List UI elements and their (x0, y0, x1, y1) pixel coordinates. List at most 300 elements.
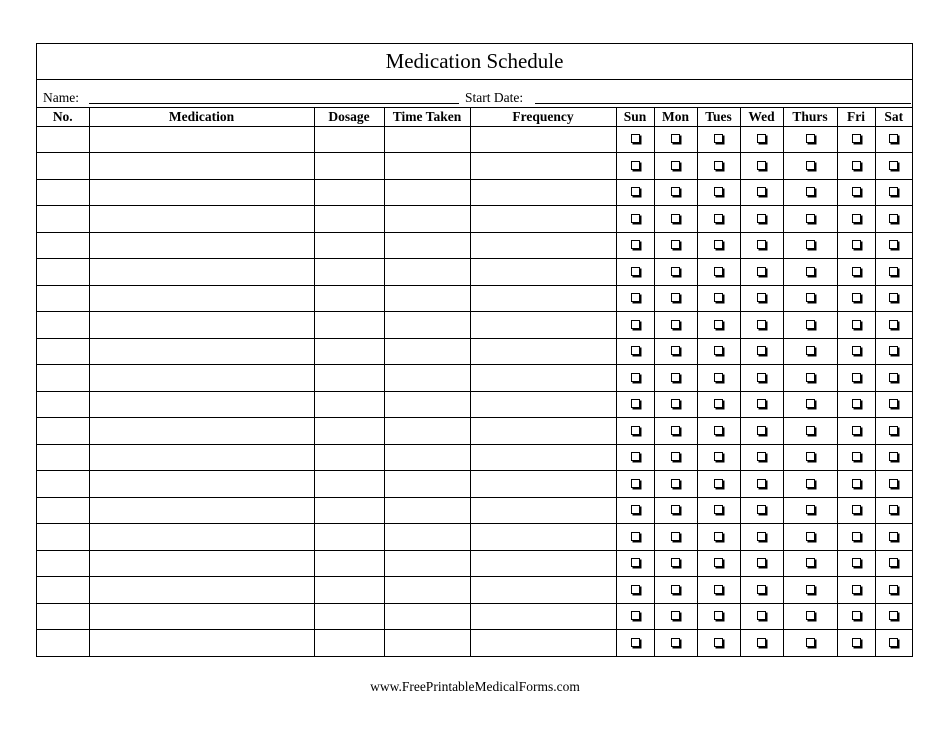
checkbox-icon[interactable] (757, 399, 766, 408)
checkbox-icon[interactable] (806, 134, 815, 143)
day-cell-sat (875, 524, 912, 551)
time-taken-cell[interactable] (384, 365, 470, 392)
checkbox-icon[interactable] (806, 373, 815, 382)
dosage-cell[interactable] (314, 550, 384, 577)
checkbox-icon[interactable] (852, 638, 861, 647)
checkbox-icon[interactable] (889, 187, 898, 196)
no-cell[interactable] (37, 391, 89, 418)
frequency-cell[interactable] (470, 471, 616, 498)
checkbox-icon[interactable] (714, 479, 723, 488)
col-header-fri: Fri (837, 108, 875, 126)
checkbox-icon[interactable] (631, 346, 640, 355)
medication-cell[interactable] (89, 471, 314, 498)
frequency-cell[interactable] (470, 603, 616, 630)
checkbox-icon[interactable] (671, 638, 680, 647)
name-field[interactable] (89, 103, 459, 104)
medication-cell[interactable] (89, 497, 314, 524)
checkbox-icon[interactable] (714, 134, 723, 143)
checkbox-icon[interactable] (671, 267, 680, 276)
day-cell-wed (740, 603, 783, 630)
checkbox-icon[interactable] (806, 558, 815, 567)
checkbox-icon[interactable] (757, 558, 766, 567)
day-cell-sat (875, 550, 912, 577)
no-cell[interactable] (37, 179, 89, 206)
checkbox-icon[interactable] (852, 532, 861, 541)
dosage-cell[interactable] (314, 471, 384, 498)
checkbox-icon[interactable] (631, 532, 640, 541)
day-cell-fri (837, 153, 875, 180)
frequency-cell[interactable] (470, 418, 616, 445)
day-cell-sat (875, 285, 912, 312)
frequency-cell[interactable] (470, 524, 616, 551)
checkbox-icon[interactable] (757, 479, 766, 488)
checkbox-icon[interactable] (806, 638, 815, 647)
checkbox-icon[interactable] (852, 426, 861, 435)
no-cell[interactable] (37, 603, 89, 630)
checkbox-icon[interactable] (889, 479, 898, 488)
checkbox-icon[interactable] (806, 320, 815, 329)
checkbox-icon[interactable] (671, 585, 680, 594)
checkbox-icon[interactable] (806, 426, 815, 435)
table-row (37, 338, 912, 365)
table-row (37, 153, 912, 180)
medication-cell[interactable] (89, 206, 314, 233)
checkbox-icon[interactable] (671, 558, 680, 567)
day-cell-fri (837, 391, 875, 418)
checkbox-icon[interactable] (852, 558, 861, 567)
col-header-time-taken: Time Taken (384, 108, 470, 126)
checkbox-icon[interactable] (852, 320, 861, 329)
frequency-cell[interactable] (470, 126, 616, 153)
medication-cell[interactable] (89, 312, 314, 339)
day-cell-sun (616, 153, 654, 180)
no-cell[interactable] (37, 206, 89, 233)
day-cell-mon (654, 232, 697, 259)
day-cell-sat (875, 232, 912, 259)
header-row (37, 108, 912, 126)
checkbox-icon[interactable] (757, 293, 766, 302)
table-row (37, 126, 912, 153)
day-cell-mon (654, 391, 697, 418)
checkbox-icon[interactable] (852, 346, 861, 355)
frequency-cell[interactable] (470, 259, 616, 286)
checkbox-icon[interactable] (889, 373, 898, 382)
checkbox-icon[interactable] (714, 346, 723, 355)
checkbox-icon[interactable] (631, 479, 640, 488)
frequency-cell[interactable] (470, 550, 616, 577)
checkbox-icon[interactable] (714, 293, 723, 302)
checkbox-icon[interactable] (631, 399, 640, 408)
day-cell-wed (740, 550, 783, 577)
checkbox-icon[interactable] (889, 320, 898, 329)
table-row (37, 285, 912, 312)
frequency-cell[interactable] (470, 577, 616, 604)
time-taken-cell[interactable] (384, 391, 470, 418)
medication-cell[interactable] (89, 630, 314, 657)
day-cell-mon (654, 577, 697, 604)
frequency-cell[interactable] (470, 153, 616, 180)
no-cell[interactable] (37, 418, 89, 445)
frequency-cell[interactable] (470, 444, 616, 471)
schedule-rows (37, 126, 912, 656)
time-taken-cell[interactable] (384, 232, 470, 259)
checkbox-icon[interactable] (671, 187, 680, 196)
medication-schedule-form (36, 43, 913, 657)
checkbox-icon[interactable] (714, 161, 723, 170)
info-row (37, 80, 912, 108)
checkbox-icon[interactable] (714, 452, 723, 461)
time-taken-cell[interactable] (384, 206, 470, 233)
dosage-cell[interactable] (314, 577, 384, 604)
checkbox-icon[interactable] (757, 320, 766, 329)
frequency-cell[interactable] (470, 206, 616, 233)
time-taken-cell[interactable] (384, 153, 470, 180)
day-cell-thurs (783, 471, 837, 498)
checkbox-icon[interactable] (806, 161, 815, 170)
day-cell-thurs (783, 603, 837, 630)
checkbox-icon[interactable] (806, 214, 815, 223)
day-cell-fri (837, 206, 875, 233)
checkbox-icon[interactable] (757, 585, 766, 594)
checkbox-icon[interactable] (852, 267, 861, 276)
checkbox-icon[interactable] (631, 267, 640, 276)
day-cell-wed (740, 285, 783, 312)
checkbox-icon[interactable] (757, 373, 766, 382)
medication-cell[interactable] (89, 126, 314, 153)
medication-cell[interactable] (89, 338, 314, 365)
dosage-cell[interactable] (314, 285, 384, 312)
checkbox-icon[interactable] (889, 638, 898, 647)
day-cell-wed (740, 497, 783, 524)
checkbox-icon[interactable] (806, 452, 815, 461)
checkbox-icon[interactable] (631, 214, 640, 223)
checkbox-icon[interactable] (671, 505, 680, 514)
checkbox-icon[interactable] (889, 426, 898, 435)
time-taken-cell[interactable] (384, 471, 470, 498)
footer-url[interactable]: www.FreePrintableMedicalForms.com (370, 679, 580, 694)
no-cell[interactable] (37, 524, 89, 551)
checkbox-icon[interactable] (806, 293, 815, 302)
checkbox-icon[interactable] (806, 399, 815, 408)
checkbox-icon[interactable] (714, 558, 723, 567)
dosage-cell[interactable] (314, 524, 384, 551)
checkbox-icon[interactable] (714, 532, 723, 541)
medication-cell[interactable] (89, 153, 314, 180)
no-cell[interactable] (37, 153, 89, 180)
checkbox-icon[interactable] (806, 187, 815, 196)
time-taken-cell[interactable] (384, 179, 470, 206)
day-cell-thurs (783, 153, 837, 180)
no-cell[interactable] (37, 312, 89, 339)
time-taken-cell[interactable] (384, 550, 470, 577)
checkbox-icon[interactable] (671, 214, 680, 223)
no-cell[interactable] (37, 338, 89, 365)
checkbox-icon[interactable] (714, 399, 723, 408)
checkbox-icon[interactable] (889, 346, 898, 355)
dosage-cell[interactable] (314, 206, 384, 233)
checkbox-icon[interactable] (714, 585, 723, 594)
checkbox-icon[interactable] (757, 267, 766, 276)
medication-cell[interactable] (89, 285, 314, 312)
day-cell-tues (697, 524, 740, 551)
medication-cell[interactable] (89, 391, 314, 418)
checkbox-icon[interactable] (852, 505, 861, 514)
day-cell-thurs (783, 577, 837, 604)
checkbox-icon[interactable] (631, 293, 640, 302)
checkbox-icon[interactable] (852, 293, 861, 302)
day-cell-sat (875, 630, 912, 657)
checkbox-icon[interactable] (631, 452, 640, 461)
table-row (37, 471, 912, 498)
checkbox-icon[interactable] (757, 532, 766, 541)
checkbox-icon[interactable] (852, 479, 861, 488)
checkbox-icon[interactable] (889, 452, 898, 461)
medication-cell[interactable] (89, 550, 314, 577)
checkbox-icon[interactable] (631, 611, 640, 620)
checkbox-icon[interactable] (757, 611, 766, 620)
dosage-cell[interactable] (314, 232, 384, 259)
checkbox-icon[interactable] (714, 373, 723, 382)
time-taken-cell[interactable] (384, 312, 470, 339)
checkbox-icon[interactable] (714, 638, 723, 647)
checkbox-icon[interactable] (757, 240, 766, 249)
checkbox-icon[interactable] (806, 532, 815, 541)
checkbox-icon[interactable] (671, 611, 680, 620)
time-taken-cell[interactable] (384, 577, 470, 604)
checkbox-icon[interactable] (852, 585, 861, 594)
checkbox-icon[interactable] (671, 320, 680, 329)
checkbox-icon[interactable] (714, 267, 723, 276)
checkbox-icon[interactable] (806, 505, 815, 514)
no-cell[interactable] (37, 232, 89, 259)
time-taken-cell[interactable] (384, 126, 470, 153)
time-taken-cell[interactable] (384, 259, 470, 286)
day-cell-fri (837, 524, 875, 551)
page-title: Medication Schedule (37, 44, 912, 80)
frequency-cell[interactable] (470, 312, 616, 339)
checkbox-icon[interactable] (671, 532, 680, 541)
checkbox-icon[interactable] (631, 638, 640, 647)
checkbox-icon[interactable] (631, 426, 640, 435)
medication-cell[interactable] (89, 444, 314, 471)
time-taken-cell[interactable] (384, 603, 470, 630)
day-cell-tues (697, 603, 740, 630)
no-cell[interactable] (37, 259, 89, 286)
no-cell[interactable] (37, 550, 89, 577)
day-cell-sun (616, 312, 654, 339)
checkbox-icon[interactable] (889, 161, 898, 170)
checkbox-icon[interactable] (714, 320, 723, 329)
start-date-label: Start Date: (465, 90, 524, 105)
frequency-cell[interactable] (470, 338, 616, 365)
no-cell[interactable] (37, 126, 89, 153)
checkbox-icon[interactable] (806, 267, 815, 276)
no-cell[interactable] (37, 365, 89, 392)
dosage-cell[interactable] (314, 153, 384, 180)
checkbox-icon[interactable] (757, 134, 766, 143)
medication-cell[interactable] (89, 365, 314, 392)
checkbox-icon[interactable] (889, 240, 898, 249)
time-taken-cell[interactable] (384, 444, 470, 471)
frequency-cell[interactable] (470, 285, 616, 312)
checkbox-icon[interactable] (757, 452, 766, 461)
checkbox-icon[interactable] (631, 585, 640, 594)
checkbox-icon[interactable] (757, 161, 766, 170)
checkbox-icon[interactable] (671, 240, 680, 249)
checkbox-icon[interactable] (631, 558, 640, 567)
medication-cell[interactable] (89, 259, 314, 286)
checkbox-icon[interactable] (757, 638, 766, 647)
checkbox-icon[interactable] (671, 293, 680, 302)
dosage-cell[interactable] (314, 126, 384, 153)
time-taken-cell[interactable] (384, 285, 470, 312)
checkbox-icon[interactable] (671, 399, 680, 408)
checkbox-icon[interactable] (671, 479, 680, 488)
checkbox-icon[interactable] (806, 611, 815, 620)
col-header-mon: Mon (654, 108, 697, 126)
start-date-field[interactable] (535, 103, 911, 104)
checkbox-icon[interactable] (671, 426, 680, 435)
medication-cell[interactable] (89, 603, 314, 630)
dosage-cell[interactable] (314, 259, 384, 286)
checkbox-icon[interactable] (631, 505, 640, 514)
checkbox-icon[interactable] (671, 161, 680, 170)
checkbox-icon[interactable] (714, 611, 723, 620)
dosage-cell[interactable] (314, 603, 384, 630)
checkbox-icon[interactable] (806, 479, 815, 488)
day-cell-sun (616, 603, 654, 630)
checkbox-icon[interactable] (852, 611, 861, 620)
day-cell-tues (697, 126, 740, 153)
medication-cell[interactable] (89, 577, 314, 604)
checkbox-icon[interactable] (852, 161, 861, 170)
dosage-cell[interactable] (314, 338, 384, 365)
time-taken-cell[interactable] (384, 418, 470, 445)
medication-cell[interactable] (89, 524, 314, 551)
day-cell-mon (654, 630, 697, 657)
day-cell-wed (740, 630, 783, 657)
day-cell-fri (837, 259, 875, 286)
no-cell[interactable] (37, 497, 89, 524)
time-taken-cell[interactable] (384, 497, 470, 524)
frequency-cell[interactable] (470, 232, 616, 259)
dosage-cell[interactable] (314, 444, 384, 471)
checkbox-icon[interactable] (631, 187, 640, 196)
day-cell-mon (654, 126, 697, 153)
col-header-sun: Sun (616, 108, 654, 126)
checkbox-icon[interactable] (852, 399, 861, 408)
checkbox-icon[interactable] (852, 187, 861, 196)
no-cell[interactable] (37, 471, 89, 498)
checkbox-icon[interactable] (631, 320, 640, 329)
frequency-cell[interactable] (470, 497, 616, 524)
checkbox-icon[interactable] (631, 134, 640, 143)
checkbox-icon[interactable] (671, 346, 680, 355)
checkbox-icon[interactable] (852, 240, 861, 249)
medication-cell[interactable] (89, 179, 314, 206)
checkbox-icon[interactable] (889, 585, 898, 594)
checkbox-icon[interactable] (757, 505, 766, 514)
checkbox-icon[interactable] (852, 452, 861, 461)
day-cell-sun (616, 577, 654, 604)
day-cell-tues (697, 630, 740, 657)
checkbox-icon[interactable] (757, 346, 766, 355)
checkbox-icon[interactable] (806, 346, 815, 355)
dosage-cell[interactable] (314, 497, 384, 524)
day-cell-sun (616, 497, 654, 524)
checkbox-icon[interactable] (889, 267, 898, 276)
checkbox-icon[interactable] (852, 214, 861, 223)
checkbox-icon[interactable] (889, 532, 898, 541)
checkbox-icon[interactable] (671, 373, 680, 382)
dosage-cell[interactable] (314, 312, 384, 339)
day-cell-fri (837, 179, 875, 206)
dosage-cell[interactable] (314, 179, 384, 206)
time-taken-cell[interactable] (384, 338, 470, 365)
checkbox-icon[interactable] (714, 214, 723, 223)
checkbox-icon[interactable] (889, 611, 898, 620)
dosage-cell[interactable] (314, 365, 384, 392)
table-row (37, 550, 912, 577)
checkbox-icon[interactable] (889, 293, 898, 302)
dosage-cell[interactable] (314, 391, 384, 418)
checkbox-icon[interactable] (889, 134, 898, 143)
checkbox-icon[interactable] (852, 134, 861, 143)
checkbox-icon[interactable] (671, 134, 680, 143)
checkbox-icon[interactable] (631, 373, 640, 382)
day-cell-tues (697, 206, 740, 233)
checkbox-icon[interactable] (631, 240, 640, 249)
frequency-cell[interactable] (470, 179, 616, 206)
day-cell-mon (654, 524, 697, 551)
day-cell-tues (697, 391, 740, 418)
checkbox-icon[interactable] (714, 240, 723, 249)
no-cell[interactable] (37, 630, 89, 657)
checkbox-icon[interactable] (806, 585, 815, 594)
checkbox-icon[interactable] (631, 161, 640, 170)
checkbox-icon[interactable] (714, 426, 723, 435)
no-cell[interactable] (37, 285, 89, 312)
day-cell-wed (740, 391, 783, 418)
checkbox-icon[interactable] (714, 505, 723, 514)
checkbox-icon[interactable] (889, 399, 898, 408)
no-cell[interactable] (37, 444, 89, 471)
medication-cell[interactable] (89, 418, 314, 445)
medication-cell[interactable] (89, 232, 314, 259)
checkbox-icon[interactable] (757, 214, 766, 223)
checkbox-icon[interactable] (714, 187, 723, 196)
checkbox-icon[interactable] (889, 214, 898, 223)
no-cell[interactable] (37, 577, 89, 604)
day-cell-tues (697, 550, 740, 577)
day-cell-tues (697, 232, 740, 259)
checkbox-icon[interactable] (806, 240, 815, 249)
dosage-cell[interactable] (314, 418, 384, 445)
frequency-cell[interactable] (470, 630, 616, 657)
checkbox-icon[interactable] (757, 426, 766, 435)
time-taken-cell[interactable] (384, 630, 470, 657)
checkbox-icon[interactable] (671, 452, 680, 461)
checkbox-icon[interactable] (852, 373, 861, 382)
frequency-cell[interactable] (470, 391, 616, 418)
checkbox-icon[interactable] (889, 558, 898, 567)
dosage-cell[interactable] (314, 630, 384, 657)
frequency-cell[interactable] (470, 365, 616, 392)
checkbox-icon[interactable] (889, 505, 898, 514)
checkbox-icon[interactable] (757, 187, 766, 196)
time-taken-cell[interactable] (384, 524, 470, 551)
day-cell-mon (654, 338, 697, 365)
